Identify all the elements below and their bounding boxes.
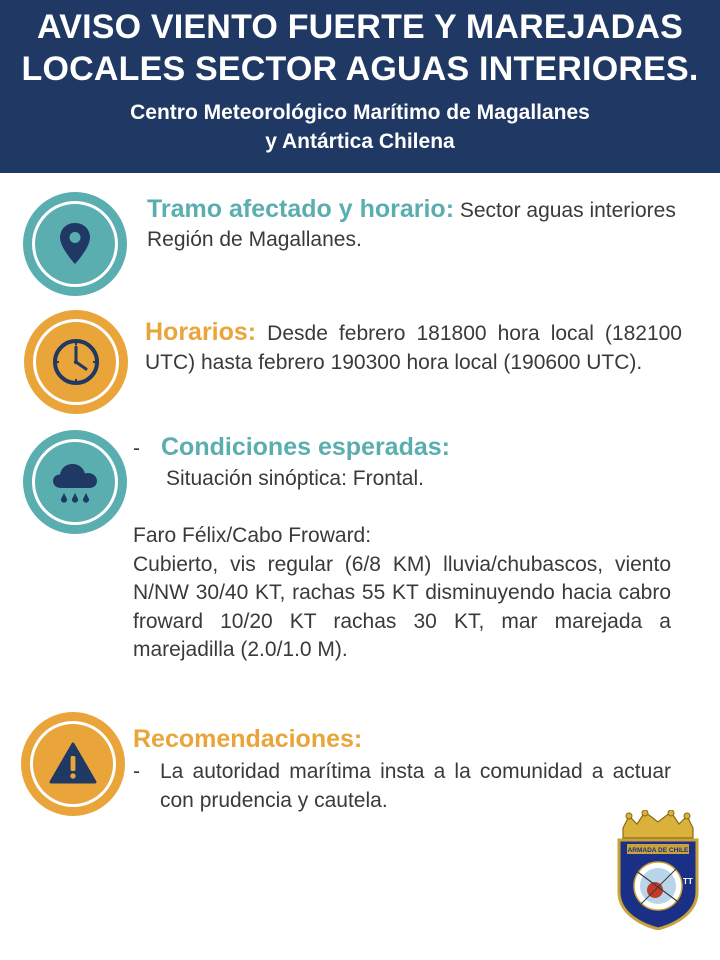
warning-triangle-icon: [43, 734, 103, 794]
recomendaciones-heading-row: [133, 725, 673, 756]
forecast-text: Cubierto, vis regular (6/8 KM) lluvia/chubascos, viento N/NW 30/40 KT, rachas 55 KT disminuyendo hacia cabro froward 10/20 KT rachas 30 KT, mar marejada a marejadilla (2.0/1.0 M).: [133, 552, 671, 661]
tramo-text: Sector aguas interiores Región de Magallanes.: [147, 199, 676, 251]
rain-badge: [23, 430, 127, 534]
location-pin-icon: [45, 214, 105, 274]
title-line-2: LOCALES SECTOR AGUAS INTERIORES.: [21, 50, 699, 88]
title-line-1: AVISO VIENTO FUERTE Y MAREJADAS: [36, 8, 684, 46]
tramo-heading: Tramo afectado y horario:: [147, 195, 455, 223]
page-title: [0, 6, 720, 90]
recomendaciones-bullet: -: [133, 760, 140, 783]
forecast-block: [133, 522, 671, 665]
condiciones-bullet: -: [133, 437, 140, 460]
condiciones-heading: Condiciones esperadas:: [161, 433, 450, 461]
armada-crest-logo: [613, 810, 703, 930]
crest-text: ARMADA DE CHILE: [627, 847, 689, 854]
location-badge: [23, 192, 127, 296]
forecast-place: Faro Félix/Cabo Froward:: [133, 524, 372, 547]
tramo-section: [147, 195, 687, 254]
horarios-heading: Horarios:: [145, 318, 257, 346]
svg-text:TT: TT: [683, 877, 693, 886]
horarios-section: [145, 318, 682, 377]
clock-badge: [24, 310, 128, 414]
subtitle-line-2: y Antártica Chilena: [265, 130, 455, 153]
horarios-text: Desde febrero 181800 hora local (182100 UTC) hasta febrero 190300 hora local (190600 UTC).: [145, 322, 682, 374]
condiciones-heading-row: [133, 433, 673, 464]
rain-cloud-icon: [45, 452, 105, 512]
recomendaciones-body: [133, 758, 671, 815]
recomendaciones-text: La autoridad marítima insta a la comunidad a actuar con prudencia y cautela.: [160, 760, 671, 812]
subtitle-line-1: Centro Meteorológico Marítimo de Magallanes: [130, 101, 590, 124]
sinoptica-text: Situación sinóptica: Frontal.: [166, 467, 424, 490]
warning-badge: [21, 712, 125, 816]
header-banner: [0, 0, 720, 173]
recomendaciones-heading: Recomendaciones:: [133, 725, 363, 753]
page-subtitle: [0, 98, 720, 156]
clock-icon: [46, 332, 106, 392]
